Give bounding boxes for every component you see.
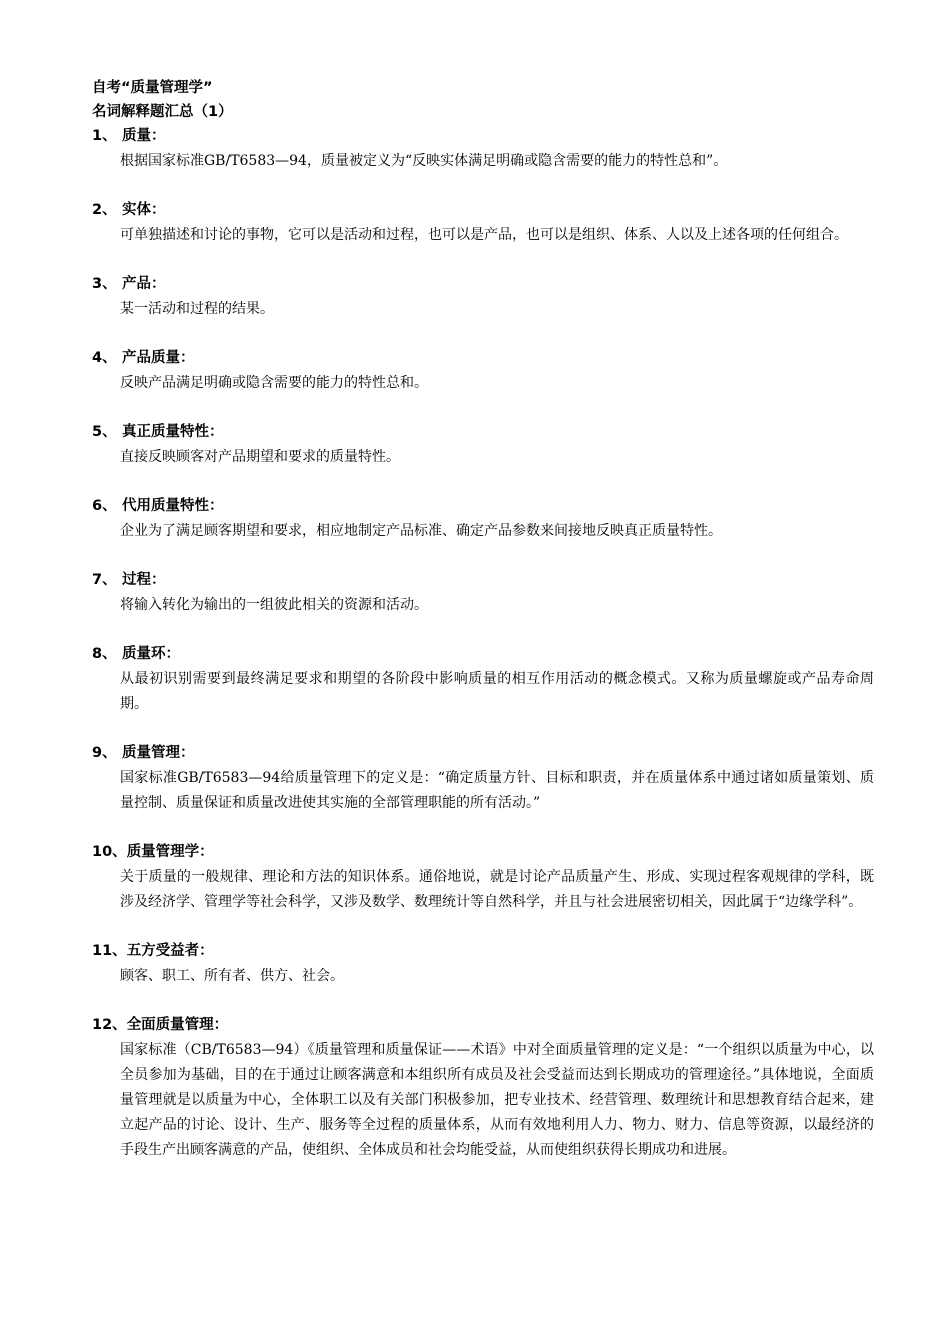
term-name: 产品质量： (122, 350, 195, 366)
term-entry-4 (92, 346, 874, 396)
term-name: 质量管理： (122, 745, 195, 761)
term-definition: 将输入转化为输出的一组彼此相关的资源和活动。 (120, 597, 428, 613)
term-heading (92, 741, 874, 766)
term-number: 12、 (92, 1017, 127, 1033)
term-entry-7 (92, 568, 874, 618)
term-definition: 国家标准GB/T6583—94给质量管理下的定义是：“确定质量方针、目标和职责，并在质量体系中通过诸如质量策划、质量控制、质量保证和质量改进使其实施的全部管理职能的所有活动。” (120, 770, 874, 811)
term-number: 5、 (92, 424, 117, 440)
term-number: 1、 (92, 128, 117, 144)
term-definition: 某一活动和过程的结果。 (120, 301, 274, 317)
term-name: 质量： (122, 128, 166, 144)
term-name: 质量管理学： (126, 844, 214, 860)
term-number: 4、 (92, 350, 117, 366)
term-definition: 可单独描述和讨论的事物，它可以是活动和过程，也可以是产品，也可以是组织、体系、人以及上述各项的任何组合。 (120, 227, 848, 243)
term-entry-3 (92, 272, 874, 322)
term-heading (92, 124, 874, 149)
term-heading (92, 642, 874, 667)
term-heading (92, 840, 874, 865)
term-heading (92, 420, 874, 445)
term-definition: 国家标准（CB/T6583—94）《质量管理和质量保证——术语》中对全面质量管理的定义是：“一个组织以质量为中心，以全员参加为基础，目的在于通过让顾客满意和本组织所有成员及社会受益而达到长期成功的管理途径。”具体地说，全面质量管理就是以质量为中心，全体职工以及有关部门积极参加，把专业技术、经营管理、数理统计和思想教育结合起来，建立起产品的讨论、设计、生产、服务等全过程的质量体系，从而有效地利用人力、物力、财力、信息等资源，以最经济的手段生产出顾客满意的产品，使组织、全体成员和社会均能受益，从而使组织获得长期成功和进展。 (120, 1042, 874, 1158)
term-heading (92, 346, 874, 371)
document-title: 自考“质量管理学” (92, 80, 213, 96)
term-definition: 反映产品满足明确或隐含需要的能力的特性总和。 (120, 375, 428, 391)
term-definition: 直接反映顾客对产品期望和要求的质量特性。 (120, 449, 400, 465)
term-entry-1 (92, 124, 874, 174)
term-name: 产品： (122, 276, 166, 292)
term-entry-2 (92, 198, 874, 248)
term-number: 10、 (92, 844, 127, 860)
term-heading (92, 198, 874, 223)
term-number: 9、 (92, 745, 117, 761)
term-heading (92, 1013, 874, 1038)
term-number: 8、 (92, 646, 117, 662)
term-name: 五方受益者： (126, 943, 214, 959)
term-name: 质量环： (122, 646, 180, 662)
term-definition: 顾客、职工、所有者、供方、社会。 (120, 968, 344, 984)
term-number: 2、 (92, 202, 117, 218)
term-name: 全面质量管理： (126, 1017, 229, 1033)
term-number: 11、 (92, 943, 127, 959)
term-heading (92, 272, 874, 297)
term-number: 7、 (92, 572, 117, 588)
term-name: 真正质量特性： (122, 424, 224, 440)
term-name: 实体： (122, 202, 166, 218)
term-definition: 关于质量的一般规律、理论和方法的知识体系。通俗地说，就是讨论产品质量产生、形成、实现过程客观规律的学科，既涉及经济学、管理学等社会科学，又涉及数学、数理统计等自然科学，并且与社会进展密切相关，因此属于“边缘学科”。 (120, 869, 874, 910)
term-definition: 企业为了满足顾客期望和要求，相应地制定产品标准、确定产品参数来间接地反映真正质量特性。 (120, 523, 722, 539)
term-entry-10 (92, 840, 874, 915)
term-entry-5 (92, 420, 874, 470)
term-name: 代用质量特性： (122, 498, 224, 514)
term-number: 3、 (92, 276, 117, 292)
term-heading (92, 568, 874, 593)
term-definition: 根据国家标准GB/T6583—94，质量被定义为“反映实体满足明确或隐含需要的能力的特性总和”。 (120, 153, 728, 169)
term-heading (92, 939, 874, 964)
term-definition: 从最初识别需要到最终满足要求和期望的各阶段中影响质量的相互作用活动的概念模式。又称为质量螺旋或产品寿命周期。 (120, 671, 874, 712)
term-entry-11 (92, 939, 874, 989)
term-name: 过程： (122, 572, 166, 588)
term-entry-6 (92, 494, 874, 544)
term-number: 6、 (92, 498, 117, 514)
term-heading (92, 494, 874, 519)
term-entry-9 (92, 741, 874, 816)
term-entry-12 (92, 1013, 874, 1163)
document-subtitle: 名词解释题汇总（1） (92, 104, 233, 120)
document-page (92, 76, 874, 1187)
term-entry-8 (92, 642, 874, 717)
